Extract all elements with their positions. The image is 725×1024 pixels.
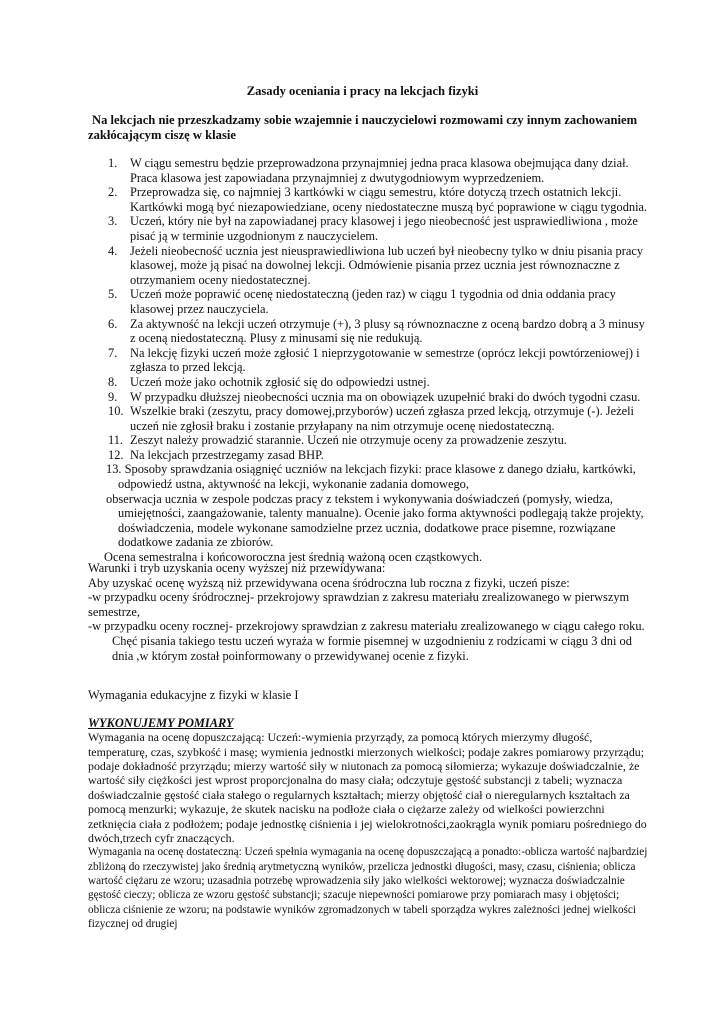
rule-text: W ciągu semestru będzie przeprowadzona przynajmniej jedna praca klasowa obejmująca dany dział. Praca klasowa jest zapowiadana przynajmniej z dwutygodniowym wyprzedzeniem.: [130, 156, 629, 185]
rule-item: [88, 287, 648, 316]
requirements-section: [88, 688, 648, 931]
rule-item-assessment: [88, 462, 648, 477]
rule-text: Na lekcję fizyki uczeń może zgłosić 1 nieprzygotowanie w semestrze (oprócz lekcji powtórzeniowej) i zgłasza to przed lekcją.: [130, 345, 640, 375]
rule-number: 6.: [108, 316, 118, 331]
rule-text: Przeprowadza się, co najmniej 3 kartkówki w ciągu semestru, które dotyczą trzech ostatnich lekcji. Kartkówki mogą być niezapowiedziane, oceny niedostateczne muszą być poprawione w ciągu tygodnia.: [130, 185, 648, 214]
rule-text: Uczeń może jako ochotnik zgłosić się do odpowiedzi ustnej.: [130, 374, 430, 389]
rule-number: 1.: [108, 156, 118, 170]
higher-grade-conditions: [88, 561, 648, 663]
rule-text: Uczeń, który nie był na zapowiadanej pracy klasowej i jego nieobecność jest usprawiedliwiona , może pisać ją w terminie uzgodnionym z nauczycielem.: [130, 214, 638, 243]
rule-number: 7.: [108, 345, 118, 360]
rule-text: W przypadku dłuższej nieobecności ucznia ma on obowiązek uzupełnić braki do dwóch tygodni czasu.: [130, 389, 641, 404]
rule-item: [88, 433, 648, 448]
rule-item: [88, 214, 648, 243]
document-title: Zasady oceniania i pracy na lekcjach fizyki: [246, 84, 479, 98]
rule-number: 5.: [108, 287, 118, 302]
rule-text: Uczeń może poprawić ocenę niedostateczną (jeden raz) w ciągu 1 tygodnia od dnia oddania pracy klasowej przez nauczyciela.: [130, 287, 616, 316]
rule-item: [88, 346, 648, 375]
rules-list: [88, 156, 648, 565]
requirements-dopuszczajaca: Wymagania na ocenę dopuszczającą: Uczeń:-wymienia przyrządy, za pomocą których mierzymy długość, temperaturę, czas, szybkość i masę; wymienia jednostki mierzonych wielkości; podaje zakres pomiarowy przyrządu; podaje dokładność przyrządu; mierzy wartość siły w niutonach za pomocą siłomierza; wykazuje doświadczalnie, że wartość siły ciężkości jest wprost proporcjonalna do masy ciała; odczytuje gęstość substancji z tabeli; wyznacza doświadczalnie gęstość ciała stałego o regularnych kształtach; mierzy objętość ciał o nieregularnych kształtach za pomocą menzurki; wykazuje, że skutek nacisku na podłoże ciała o ciężarze zależy od wielkości powierzchni zetknięcia ciała z podłożem; podaje jednostkę ciśnienia i jej wielokrotności,zaokrągla wynik pomiaru pośredniego do dwóch,trzech cyfr znaczących.: [88, 730, 647, 846]
rule-item: [88, 185, 648, 214]
rule-text: Sposoby sprawdzania osiągnięć uczniów na lekcjach fizyki: prace klasowe z danego działu, kartkówki,: [124, 462, 636, 477]
semester-grade-note: Ocena semestralna i końcoworoczna jest średnią ważoną ocen cząstkowych.: [104, 550, 483, 565]
requirements-heading: Wymagania edukacyjne z fizyki w klasie I: [88, 688, 299, 702]
rule-item: [88, 404, 648, 433]
rule-number: 13.: [106, 462, 122, 477]
rule-text: Na lekcjach przestrzegamy zasad BHP.: [130, 447, 324, 462]
rule-text: Zeszyt należy prowadzić starannie. Uczeń nie otrzymuje oceny za prowadzenie zeszytu.: [130, 433, 567, 448]
rule-item: [88, 390, 648, 405]
rule-text: Za aktywność na lekcji uczeń otrzymuje (+), 3 plusy są równoznaczne z oceną bardzo dobrą a 3 minusy z oceną niedostateczną. Plusy z minusami się nie redukują.: [130, 316, 645, 346]
conditions-annual: -w przypadku oceny rocznej- przekrojowy sprawdzian z zakresu materiału zrealizowanego w ciągu całego roku.: [88, 619, 645, 634]
requirements-dostateczna: Wymagania na ocenę dostateczną: Uczeń spełnia wymagania na ocenę dopuszczającą a ponadto:-oblicza wartość najbardziej zbliżoną do rzeczywistej jako średnią arytmetyczną wyników, przelicza jednostki długości, masy, czasu, ciśnienia; oblicza wartość ciężaru ze wzoru; uzasadnia potrzebę wprowadzenia siły jako wielkości wektorowej; wyznacza doświadczalnie gęstość cieczy; oblicza ze wzoru gęstość substancji; szacuje niepewności pomiarowe przy pomiarach masy i objętości; oblicza ciśnienie ze wzoru; na podstawie wyników zgromadzonych w tabeli sporządza wykres zależności jednej wielkości fizycznej od drugiej: [88, 846, 648, 930]
rule-continuation: obserwacja ucznia w zespole podczas pracy z tekstem i wykonywania doświadczeń (pomysły, wiedza,: [106, 491, 614, 506]
rule-number: 12.: [108, 447, 124, 462]
conditions-midterm: -w przypadku oceny śródrocznej- przekrojowy sprawdzian z zakresu materiału zrealizowanego w pierwszym semestrze,: [88, 590, 630, 619]
rule-continuation: umiejętności, zaangażowanie, talenty manualne). Ocenie jako forma aktywności podlegają także projekty, doświadczenia, modele wykonane samodzielne przez ucznia, dodatkowe prace pisemne, rozwiązane dodatkowe zadania ze zbiorów.: [118, 506, 644, 550]
rule-item: [88, 156, 648, 185]
rule-item: [88, 244, 648, 288]
conditions-procedure: Chęć pisania takiego testu uczeń wyraża w formie pisemnej w uzgodnieniu z rodzicami w ciągu 3 dni od dnia ,w którym został poinformowany o przewidywanej ocenie z fizyki.: [112, 633, 632, 663]
rule-number: 2.: [108, 185, 118, 200]
rule-item: [88, 375, 648, 390]
rule-number: 9.: [108, 389, 118, 404]
rule-number: 3.: [108, 214, 118, 229]
rule-number: 8.: [108, 374, 118, 389]
rule-number: 4.: [108, 243, 118, 258]
conditions-heading: Warunki i tryb uzyskania oceny wyższej niż przewidywana:: [88, 561, 386, 575]
rule-continuation: odpowiedź ustna, aktywność na lekcji, wykonanie zadania domowego,: [118, 477, 469, 492]
rule-text: Wszelkie braki (zeszytu, pracy domowej,przyborów) uczeń zgłasza przed lekcją, otrzymuje (-). Jeżeli uczeń nie zgłosił braku i zostanie przyłapany na nim otrzymuje ocenę niedostateczną.: [130, 404, 634, 433]
conditions-text: Aby uzyskać ocenę wyższą niż przewidywana ocena śródroczna lub roczna z fizyki, uczeń pisze:: [88, 575, 570, 590]
section-title: WYKONUJEMY POMIARY: [88, 715, 234, 730]
intro-paragraph: Na lekcjach nie przeszkadzamy sobie wzajemnie i nauczycielowi rozmowami czy innym zachowaniem zakłócającym ciszę w klasie: [88, 113, 638, 142]
rule-item: [88, 448, 648, 463]
rule-text: Jeżeli nieobecność ucznia jest nieusprawiedliwiona lub uczeń był nieobecny tylko w dniu pisania pracy klasowej, może ją pisać na dowolnej lekcji. Odmówienie pisania przez ucznia jest równoznaczne z otrzymaniem oceny niedostatecznej.: [130, 243, 644, 287]
rule-number: 11.: [108, 433, 124, 448]
rule-number: 10.: [108, 404, 124, 419]
rule-item: [88, 317, 648, 346]
